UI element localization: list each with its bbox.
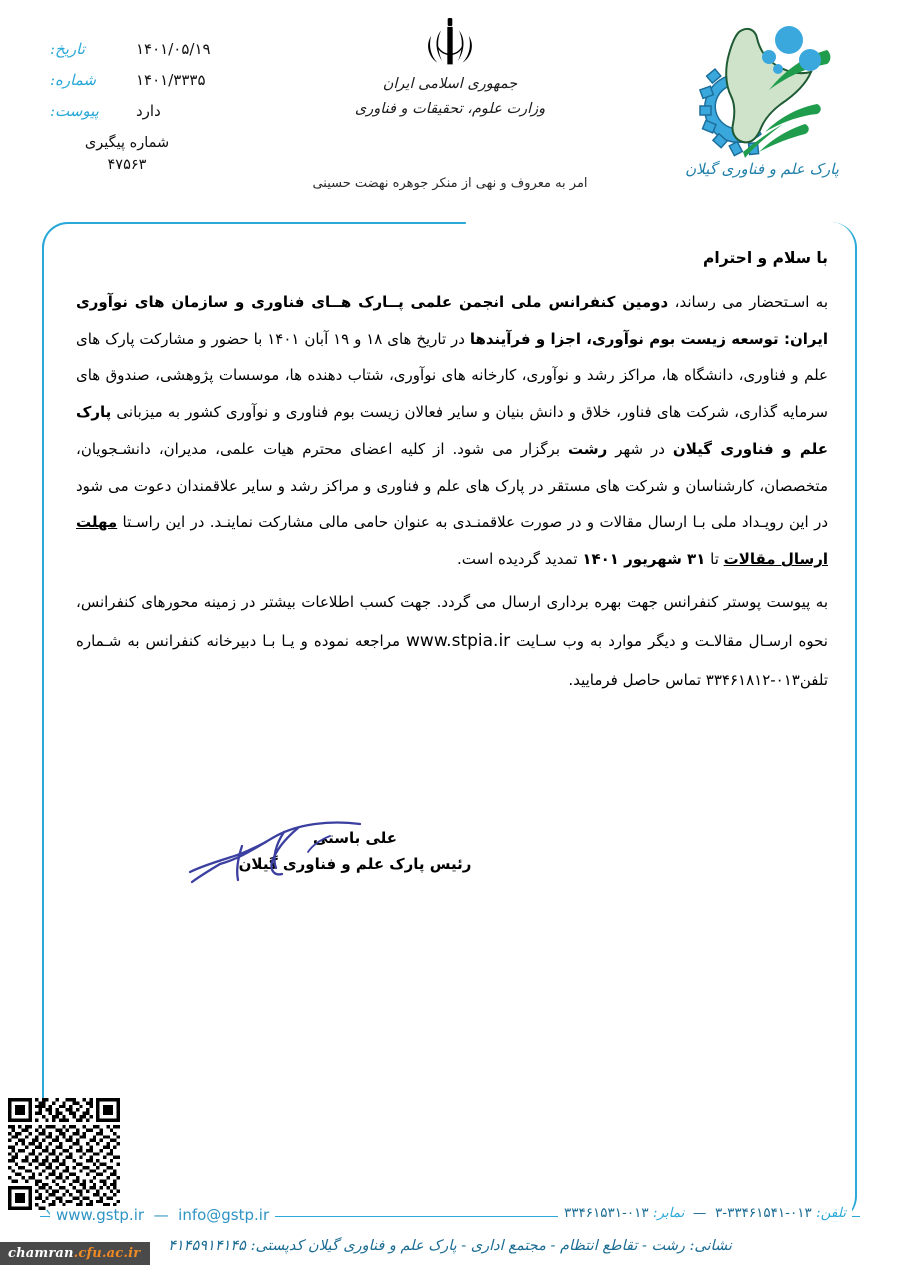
host-organization: پارک علم و فناوری گیلان (76, 403, 828, 458)
letter-metadata (50, 40, 280, 177)
iran-national-emblem-icon (423, 18, 477, 68)
footer-separator: — (148, 1206, 174, 1224)
footer-fax-label: نمابر: (652, 1205, 685, 1221)
footer-contact-phone (558, 1205, 852, 1221)
attachment-value: دارد (136, 102, 161, 120)
metadata-row-date (50, 40, 280, 58)
footer-contact-web (50, 1206, 275, 1224)
salutation: با سلام و احترام (703, 249, 828, 267)
p1-until: تا (705, 550, 724, 569)
source-watermark (0, 1242, 150, 1265)
host-city: رشت (568, 439, 608, 458)
footer-fax-value: ۰۱۳-۳۳۴۶۱۵۳۱ (563, 1205, 649, 1221)
footer-tel-label: تلفن: (816, 1205, 846, 1221)
signature-block (190, 826, 520, 877)
metadata-row-number (50, 71, 280, 89)
signer-title: رئیس پارک علم و فناوری گیلان (238, 854, 472, 873)
guilan-science-technology-park-logo (662, 12, 862, 178)
letter-body (76, 240, 828, 705)
date-label: تاریخ: (50, 40, 85, 58)
footer-postal-value: ۴۱۴۵۹۱۴۱۴۵ (168, 1238, 246, 1254)
ministry-name: وزارت علوم، تحقیقات و فناوری (354, 101, 546, 118)
tracking-block (52, 133, 202, 177)
footer-phone-separator: — (688, 1205, 711, 1221)
ministry-block (285, 18, 615, 123)
submission-deadline-date: ۳۱ شهریور ۱۴۰۱ (582, 550, 706, 569)
footer-address-value: رشت - تقاطع انتظام - مجتمع اداری - پارک علم و فناوری گیلان (308, 1238, 685, 1254)
p1-body: برگزار می شود. از کلیه اعضای محترم هیات علمی، مدیران، دانشـجویان، متخصصان، کارشناسان و شرکت های مستقر در پارک های علم و فناوری و مراکز رشد و سایر علاقمندان دعوت می شود در این رویـداد ملی بـا ارسال مقالات و در صورت علاقمنـدی به عنوان حامی مالی مشارکت نماینـد. در این راسـتا (76, 439, 828, 532)
header-motto: امر به معروف و نهی از منکر جوهره نهضت حسینی (312, 176, 588, 191)
footer-website[interactable]: www.gstp.ir (56, 1206, 145, 1224)
p2-end: تماس حاصل فرمایید. (568, 671, 706, 690)
republic-name: جمهوری اسلامی ایران (382, 76, 518, 92)
qr-code (8, 1098, 120, 1210)
letterhead (0, 0, 900, 215)
signer-name: علی باستی (312, 829, 398, 847)
number-value: ۱۴۰۱/۳۳۳۵ (136, 71, 206, 89)
footer-email[interactable]: info@gstp.ir (178, 1206, 270, 1224)
p1-intro: به اسـتحضار می رساند، (668, 292, 828, 311)
p2-intro: به پیوست پوستر کنفرانس جهت بهره برداری ارسال می گردد. جهت کسب اطلاعات بیشتر در زمینه محورهای کنفرانس، نحوه ارسـال مقالاـت و دیگر موارد به وب سـایت (76, 592, 828, 650)
p1-details: در تاریخ های ۱۸ و ۱۹ آبان ۱۴۰۱ با حضور و مشارکت پارک های علم و فناوری، دانشگاه ها، مراکز رشد و نوآوری، کارخانه های نوآوری، شتاب دهنده ها، موسسات پژوهشی، صندوق های سرمایه گذاری، شرکت های فناور، خلاق و دانش بنیان و سایر فعالان زیست بوم فناوری و نوآوری کشور به میزبانی (76, 329, 828, 422)
footer-tel-value: ۰۱۳-۳۳۴۶۱۵۴۱-۳ (715, 1205, 812, 1221)
metadata-row-attachment (50, 102, 280, 120)
watermark-secondary: .cfu.ac.ir (73, 1246, 141, 1261)
paragraph-contact (76, 584, 828, 699)
p1-city-pre: در شهر (607, 439, 673, 458)
attachment-label: پیوست: (50, 102, 99, 120)
secretariat-phone: ۰۱۳-۳۳۴۶۱۸۱۲ (705, 671, 800, 690)
conference-title: دومین کنفرانس ملی انجمن علمی پــارک هــای فناوری و سازمان های نوآوری ایران: توسعه زیست بوم نوآوری، اجزا و فرآیندها (76, 292, 828, 348)
conference-website-link[interactable]: www.stpia.ir (406, 630, 511, 651)
footer-address-label: نشانی: (689, 1238, 732, 1254)
submission-deadline-label: مهلت ارسال مقالات (76, 513, 828, 569)
date-value: ۱۴۰۱/۰۵/۱۹ (136, 40, 211, 58)
p2-mid: مراجعه نموده و یـا بـا دبیرخانه کنفرانس به شـماره تلفن (76, 631, 828, 690)
tracking-number: ۴۷۵۶۳ (107, 156, 147, 173)
tracking-label: شماره پیگیری (84, 135, 170, 151)
footer-postal-label: کدپستی: (250, 1238, 304, 1254)
number-label: شماره: (50, 71, 96, 89)
paragraph-invitation (76, 284, 828, 578)
watermark-primary: chamran (8, 1246, 74, 1261)
p1-tail: تمدید گردیده است. (457, 550, 583, 569)
park-logo-caption: پارک علم و فناوری گیلان (685, 160, 839, 178)
